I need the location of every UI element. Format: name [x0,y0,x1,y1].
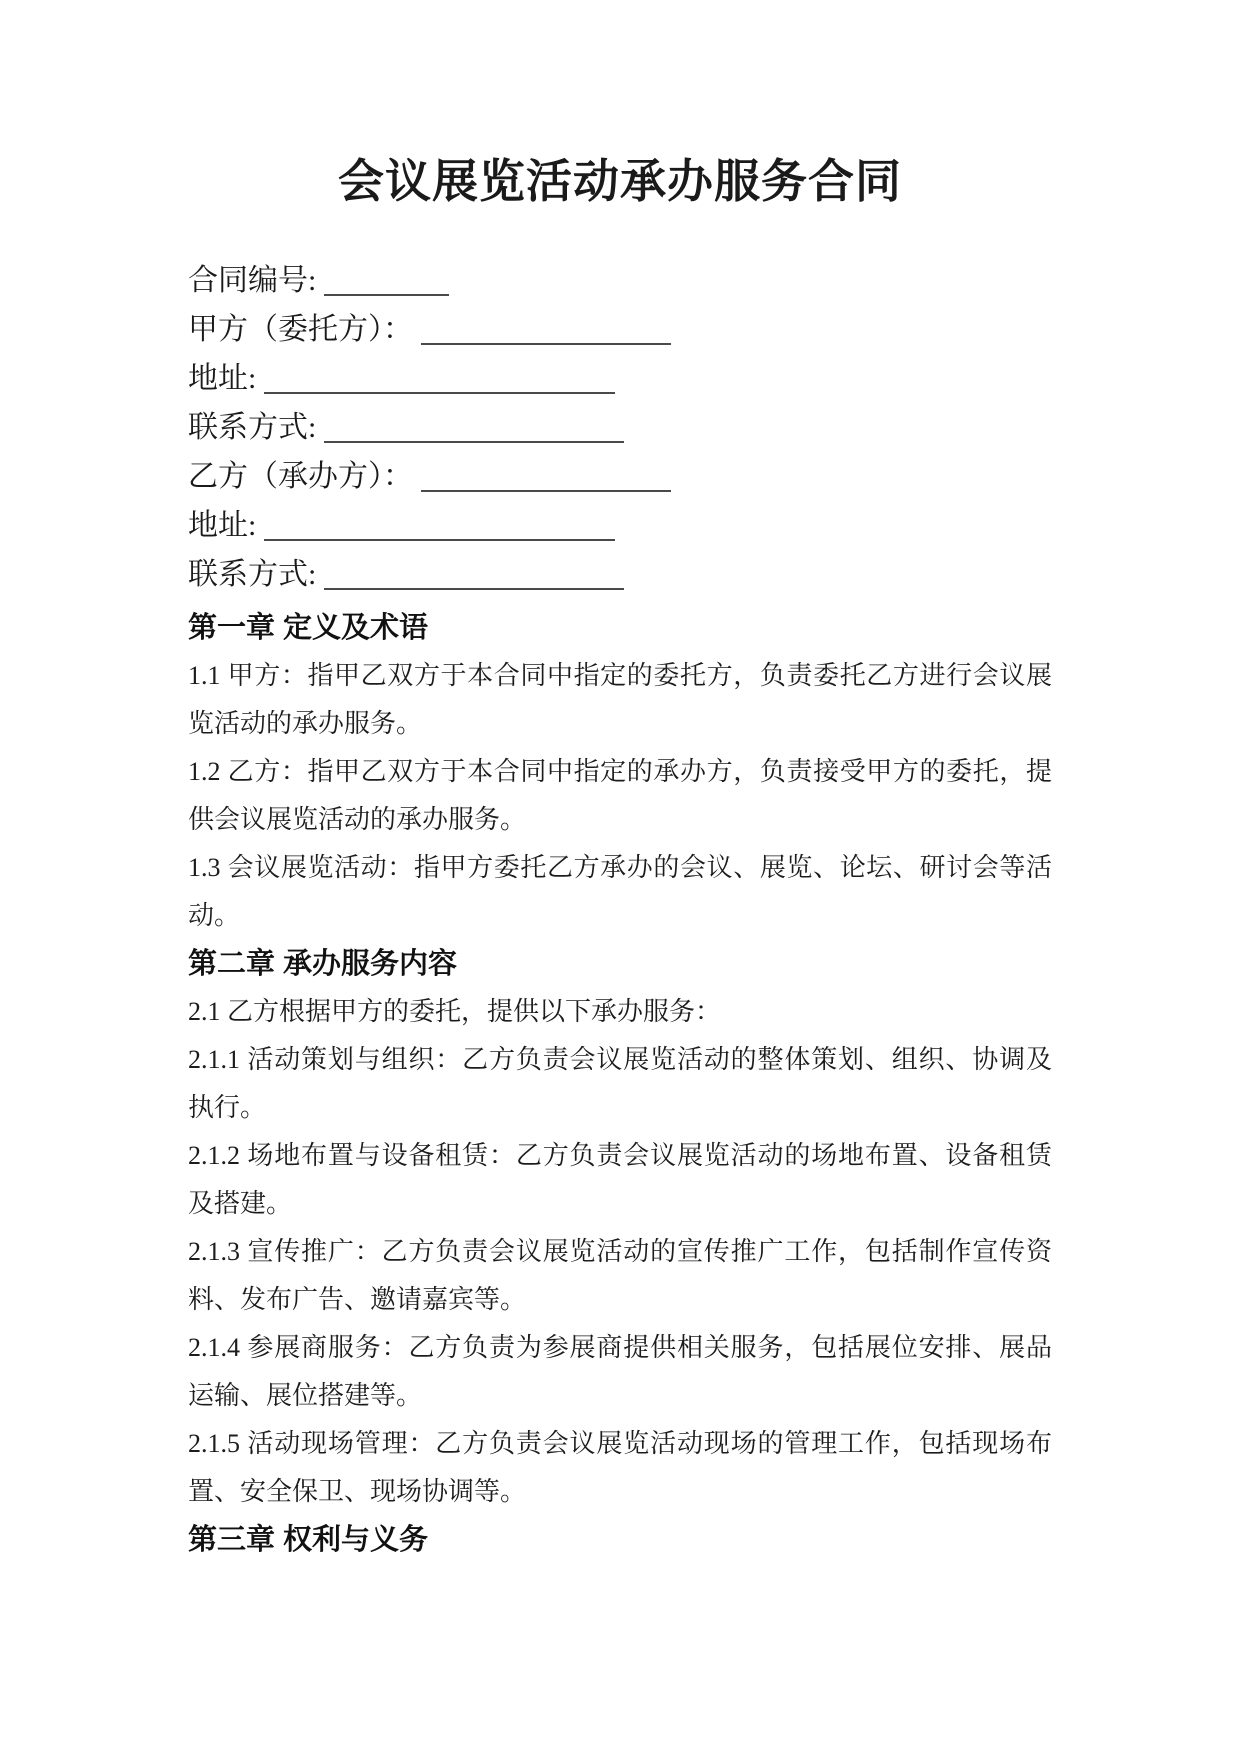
field-label-party-b-contact: 联系方式: [188,558,317,591]
clause-1-2: 1.2 乙方：指甲乙双方于本合同中指定的承办方，负责接受甲方的委托，提供会议展览活动的承办服务。 [188,757,1052,834]
field-row-party-b-contact [188,550,1052,599]
field-row-party-a [188,305,1052,354]
clause-1-3: 1.3 会议展览活动：指甲方委托乙方承办的会议、展览、论坛、研讨会等活动。 [188,853,1052,930]
clause-2-1-1: 2.1.1 活动策划与组织：乙方负责会议展览活动的整体策划、组织、协调及执行。 [188,1045,1052,1122]
field-label-party-a-contact: 联系方式: [188,411,317,444]
document-content [188,157,1052,1564]
field-row-party-b [188,452,1052,501]
chapter-3-heading: 第三章 权利与义务 [188,1524,429,1556]
blank-line-party-a-contact [324,437,624,443]
contract-header-fields [188,256,1052,599]
field-row-party-a-contact [188,403,1052,452]
blank-line-party-b [421,486,671,492]
blank-line-party-b-address [264,535,615,541]
blank-line-party-a-address [264,388,615,394]
field-label-contract-number: 合同编号: [188,264,317,297]
blank-line-party-b-contact [324,584,624,590]
field-row-party-a-address [188,354,1052,403]
clause-1-1: 1.1 甲方：指甲乙双方于本合同中指定的委托方，负责委托乙方进行会议展览活动的承办服务。 [188,661,1052,738]
clause-2-1-2: 2.1.2 场地布置与设备租赁：乙方负责会议展览活动的场地布置、设备租赁及搭建。 [188,1141,1052,1218]
clause-2-1: 2.1 乙方根据甲方的委托，提供以下承办服务： [188,997,722,1026]
field-row-contract-number [188,256,1052,305]
clause-2-1-3: 2.1.3 宣传推广：乙方负责会议展览活动的宣传推广工作，包括制作宣传资料、发布广告、邀请嘉宾等。 [188,1237,1052,1314]
field-label-party-a-address: 地址: [188,362,257,395]
contract-body [188,604,1052,1564]
field-label-party-b-address: 地址: [188,509,257,542]
chapter-1-heading: 第一章 定义及术语 [188,612,429,644]
clause-2-1-5: 2.1.5 活动现场管理：乙方负责会议展览活动现场的管理工作，包括现场布置、安全保卫、现场协调等。 [188,1429,1052,1506]
field-row-party-b-address [188,501,1052,550]
chapter-2-heading: 第二章 承办服务内容 [188,948,458,980]
field-label-party-a: 甲方（委托方）： [188,313,413,346]
clause-2-1-4: 2.1.4 参展商服务：乙方负责为参展商提供相关服务，包括展位安排、展品运输、展位搭建等。 [188,1333,1052,1410]
blank-line-party-a [421,339,671,345]
field-label-party-b: 乙方（承办方）： [188,460,413,493]
blank-line-contract-number [324,290,449,296]
document-title: 会议展览活动承办服务合同 [338,156,902,207]
